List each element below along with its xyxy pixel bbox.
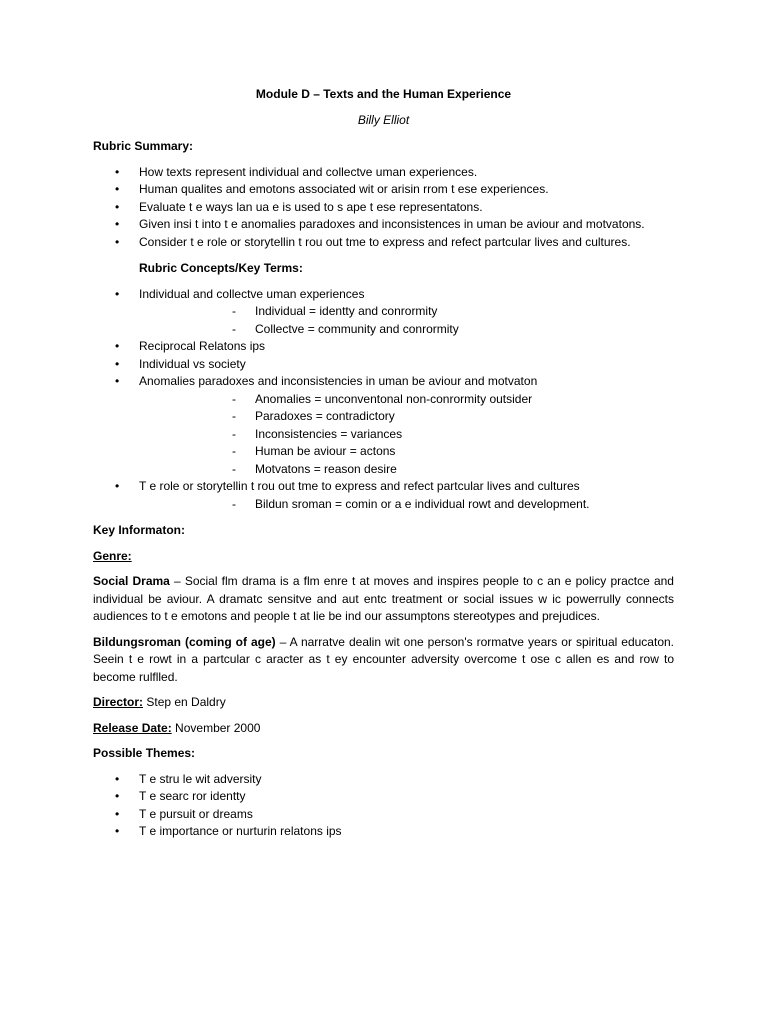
list-item [93,373,674,478]
list-item: • T e importance or nurturin relatons ips [93,823,674,841]
document-subtitle: Billy Elliot [357,112,410,127]
sub-list-item: - Inconsistencies = variances [139,426,674,444]
release-date-line [93,720,674,738]
director-label: Director: [93,695,144,709]
bildungsroman-text: – A narratve dealin wit one person's rormatve years or spiritual educaton. Seein t e rowt in a partcular c aracter as t ey encounter adversity overcome t ose c allen es and row to become rulflled. [93,634,675,684]
sub-list [139,496,674,514]
bildungsroman-term: Bildungsroman (coming of age) [93,634,276,649]
list-item [93,286,674,339]
sub-list-item: - Individual = identty and conrormity [139,303,674,321]
list-item: • Consider t e role or storytellin t rou out tme to express and refect partcular lives and cultures. [93,234,674,252]
director-value: Step en Daldry [143,695,226,709]
list-item: • T e pursuit or dreams [93,806,674,824]
sub-list [139,391,674,479]
list-item: • T e stru le wit adversity [93,771,674,789]
social-drama-term: Social Drama [93,574,170,588]
director-line [93,694,674,712]
list-item-text: Anomalies paradoxes and inconsistencies in uman be aviour and motvaton [139,374,538,388]
sub-list-item: - Human be aviour = actons [139,443,674,461]
rubric-concepts-heading: Rubric Concepts/Key Terms: [139,261,303,275]
list-item: • Given insi t into t e anomalies paradoxes and inconsistences in uman be aviour and motvatons. [93,216,674,234]
rubric-summary-list [93,164,674,252]
social-drama-text: – Social flm drama is a flm enre t at moves and inspires people to c an e policy practce and individual be aviour. A dramatc sensitve and aut entc treatment or social issues w ic powerrully connects audiences to t e emotons and people t at lie be ind our assumptons stereotypes and prejudices. [93,574,674,623]
list-item-text: Individual and collectve uman experiences [139,286,365,301]
possible-themes-list [93,771,674,841]
list-item: • Evaluate t e ways lan ua e is used to s ape t ese representatons. [93,199,674,217]
sub-list-item: - Bildun sroman = comin or a e individual rowt and development. [139,496,674,514]
genre-heading: Genre: [93,548,132,563]
social-drama-paragraph [93,573,674,626]
list-item-text: T e role or storytellin t rou out tme to express and refect partcular lives and cultures [139,479,580,493]
document-title: Module D – Texts and the Human Experience [255,87,512,101]
possible-themes-heading: Possible Themes: [93,746,196,760]
bildungsroman-paragraph [93,634,674,687]
release-date-value: November 2000 [171,720,261,735]
release-date-label: Release Date: [93,720,172,735]
list-item: • T e searc ror identty [93,788,674,806]
sub-list [139,303,674,338]
rubric-concepts-list [93,286,674,514]
list-item: • Individual vs society [93,356,674,374]
list-item: • How texts represent individual and collectve uman experiences. [93,164,674,182]
sub-list-item: - Motvatons = reason desire [139,461,674,479]
list-item: • Human qualites and emotons associated wit or arisin rrom t ese experiences. [93,181,674,199]
list-item: • Reciprocal Relatons ips [93,338,674,356]
sub-list-item: - Anomalies = unconventonal non-conrormity outsider [139,391,674,409]
sub-list-item: - Paradoxes = contradictory [139,408,674,426]
rubric-summary-heading: Rubric Summary: [93,139,194,153]
sub-list-item: - Collectve = community and conrormity [139,321,674,339]
list-item [93,478,674,513]
key-information-heading: Key Informaton: [93,523,186,537]
